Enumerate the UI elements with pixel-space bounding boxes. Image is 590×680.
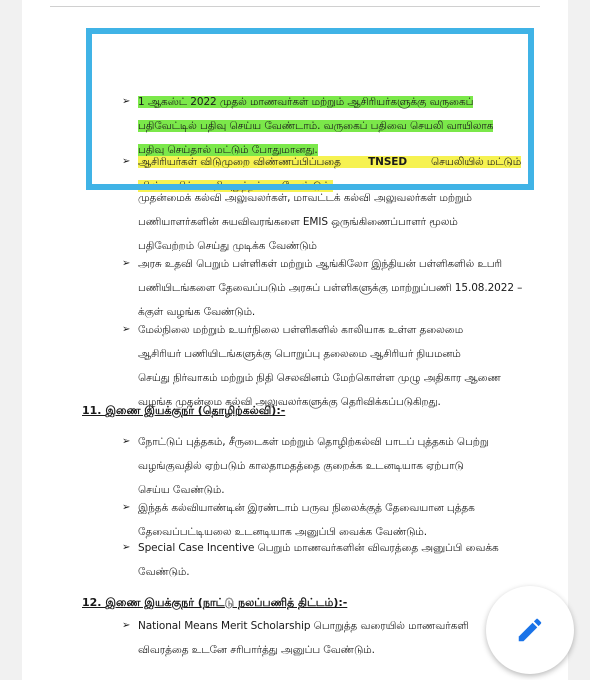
- text-line: ஆசிரியர்கள் விடுமுறை விண்ணப்பிப்பதை: [138, 156, 341, 168]
- text-line: பணியிடங்களை தேவைப்படும் அரசுப் பள்ளிகளுக்கு மாற்றுப்பணி 15.08.2022 –: [138, 282, 523, 294]
- bullet-item-surplus: [122, 252, 528, 324]
- heading-text: இணை இயக்குநர் (தொழிற்கல்வி):-: [105, 404, 286, 417]
- bullet-item-incentive: [122, 536, 528, 584]
- section-heading-12: [82, 596, 347, 611]
- bullet-item-emis: [138, 186, 528, 258]
- text-line: நோட்டுப் புத்தகம், சீருடைகள் மற்றும் தொழிற்கல்வி பாடப் புத்தகம் பெற்று: [138, 436, 489, 448]
- text-line: பதிவேற்றம் செய்து முடிக்க வேண்டும்: [138, 240, 317, 252]
- text-line: Special Case Incentive பெறும் மாணவர்களின் விவரத்தை அனுப்பி வைக்க: [138, 542, 499, 554]
- text-line: செயலியில் மட்டும்: [431, 156, 522, 168]
- section-heading-11: [82, 404, 285, 419]
- bullet-icon: ➢: [122, 96, 131, 107]
- text-line: மேல்நிலை மற்றும் உயர்நிலை பள்ளிகளில் காலியாக உள்ள தலைமை: [138, 324, 464, 336]
- text-line: விவரத்தை உடனே சரிபார்த்து அனுப்ப வேண்டும்.: [138, 644, 375, 656]
- bullet-icon: ➢: [122, 620, 131, 631]
- bullet-icon: ➢: [122, 502, 131, 513]
- text-line: ஆசிரியர் பணியிடங்களுக்கு பொறுப்பு தலைமை ஆசிரியர் நியமனம்: [138, 348, 461, 360]
- text-line: வழங்க முதன்மை கல்வி அலுவலர்களுக்கு தெரிவிக்கப்படுகிறது.: [138, 396, 441, 408]
- bullet-item-books: [122, 430, 528, 502]
- bullet-icon: ➢: [122, 542, 131, 553]
- heading-number: 12.: [82, 596, 102, 609]
- text-line: வழங்குவதில் ஏற்படும் காலதாமதத்தை குறைக்க உடனடியாக ஏற்பாடு: [138, 460, 464, 472]
- text-line: National Means Merit Scholarship பொறுத்த வரையில் மாணவர்களி: [138, 620, 469, 632]
- text-line: க்குள் வழங்க வேண்டும்.: [138, 306, 256, 318]
- bullet-item-headmaster: [122, 318, 528, 414]
- bullet-icon: ➢: [122, 436, 131, 447]
- bullet-icon: ➢: [122, 156, 131, 167]
- text-line: பதிவேட்டில் பதிவு செய்ய வேண்டாம். வருகைப் பதிவை செயலி வாயிலாக: [138, 120, 494, 132]
- text-line: TNSED: [368, 156, 407, 168]
- heading-number: 11.: [82, 404, 102, 417]
- text-line: அரசு உதவி பெறும் பள்ளிகள் மற்றும் ஆங்கிலோ இந்தியன் பள்ளிகளில் உபரி: [138, 258, 502, 270]
- text-line: 1 ஆகஸ்ட் 2022 முதல் மாணவர்கள் மற்றும் ஆசிரியர்களுக்கு வருகைப்: [138, 96, 474, 108]
- text-line: பணியாளர்களின் சுயவிவரங்களை EMIS ஒருங்கிணைப்பாளர் மூலம்: [138, 216, 458, 228]
- text-line: தேவைப்பட்டியலை உடனடியாக அனுப்பி வைக்க வேண்டும்.: [138, 526, 427, 538]
- text-line: செய்து நிர்வாகம் மற்றும் நிதி செலவினம் மேற்கொள்ள முழு அதிகார ஆணை: [138, 372, 501, 384]
- text-line: பதிவு செய்தால் மட்டும் போதுமானது.: [138, 144, 318, 156]
- text-line: வேண்டும்.: [138, 566, 190, 578]
- heading-text: இணை இயக்குநர் (நாட்டு நலப்பணித் திட்டம்):-: [105, 596, 348, 609]
- text-line: இந்தக் கல்வியாண்டின் இரண்டாம் பருவ நிலைக்குத் தேவையான புத்தக: [138, 502, 475, 514]
- text-line: விண்ணபிக்க அறிவுறுத்தப்பட வேண்டும்.: [138, 180, 334, 192]
- bullet-icon: ➢: [122, 324, 131, 335]
- bullet-item-nmms: [122, 614, 508, 662]
- document-page: [22, 0, 568, 680]
- pencil-icon: [515, 615, 545, 645]
- text-line: முதன்மைக் கல்வி அலுவலர்கள், மாவட்டக் கல்வி அலுவலர்கள் மற்றும்: [138, 192, 472, 204]
- edit-fab-button[interactable]: [486, 586, 574, 674]
- selection-box[interactable]: [86, 28, 534, 190]
- text-line: செய்ய வேண்டும்.: [138, 484, 225, 496]
- page-top-rule: [50, 6, 540, 7]
- bullet-icon: ➢: [122, 258, 131, 269]
